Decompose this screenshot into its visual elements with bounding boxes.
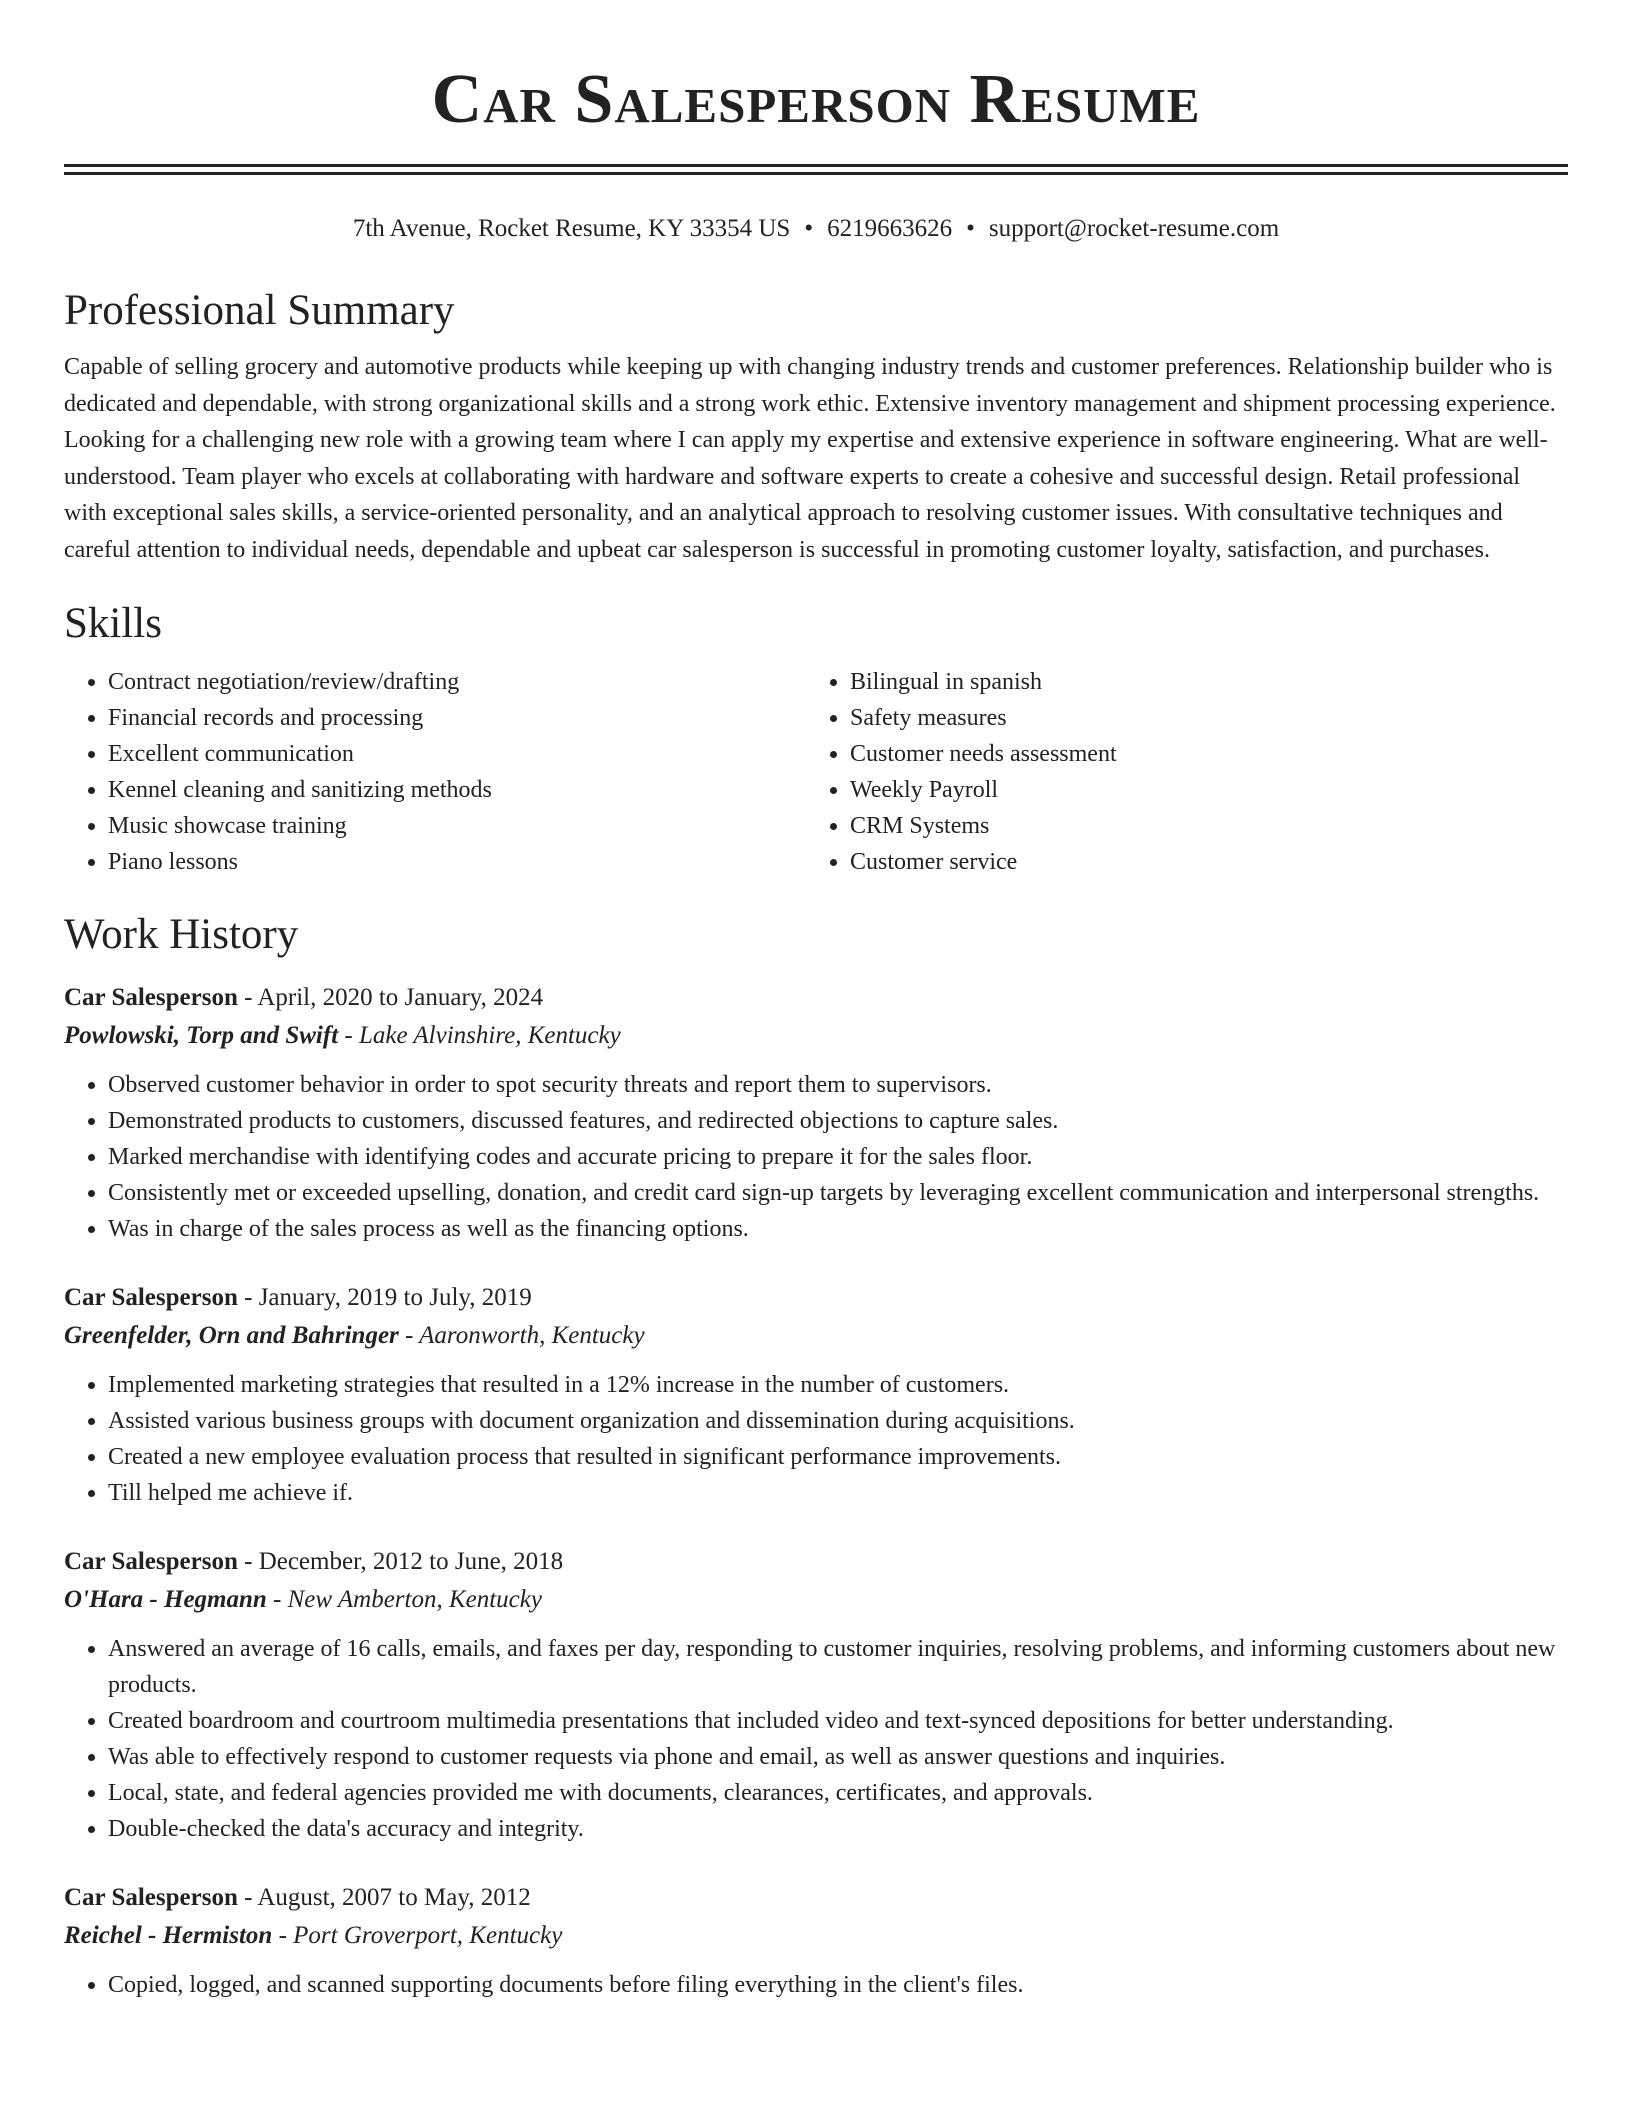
work-history-heading: Work History [64, 911, 299, 958]
job-company-line [64, 1017, 1568, 1055]
job-dash: - [266, 1586, 288, 1613]
job-location: New Amberton, Kentucky [287, 1586, 542, 1613]
skills-column-right [806, 664, 1568, 880]
job-bullet: • Assisted various business groups with document organization and dissemination during acquisitions. [108, 1403, 1568, 1439]
skill-item: • Bilingual in spanish [850, 664, 1568, 700]
job-header [64, 1279, 1568, 1317]
job-bullet: • Double-checked the data's accuracy and integrity. [108, 1811, 1568, 1847]
job-dash: - [237, 1548, 259, 1575]
skill-item: • Excellent communication [108, 736, 806, 772]
job-entry [64, 1879, 1568, 2003]
job-dash: - [272, 1922, 294, 1949]
job-title: Car Salesperson [64, 984, 238, 1011]
skill-item: • Financial records and processing [108, 700, 806, 736]
skill-item: • Customer service [850, 844, 1568, 880]
job-bullets [64, 1967, 1568, 2003]
skill-item: • Customer needs assessment [850, 736, 1568, 772]
job-company-line [64, 1317, 1568, 1355]
job-bullet: • Was in charge of the sales process as well as the financing options. [108, 1211, 1568, 1247]
job-entry [64, 979, 1568, 1247]
job-bullets [64, 1631, 1568, 1847]
job-header [64, 1543, 1568, 1581]
summary-text: Capable of selling grocery and automotive products while keeping up with changing industry trends and customer preferences. Relationship builder who is dedicated and dependable, with strong organizational skills and a strong work ethic. Extensive inventory management and shipment processing experience. Looking for a challenging new role with a growing team where I can apply my expertise and extensive experience in software engineering. What are well-understood. Team player who excels at collaborating with hardware and software experts to create a cohesive and successful design. Retail professional with exceptional sales skills, a service-oriented personality, and an analytical approach to resolving customer issues. With consultative techniques and careful attention to individual needs, dependable and upbeat car salesperson is successful in promoting customer loyalty, satisfaction, and purchases. [64, 354, 1556, 563]
job-bullets [64, 1067, 1568, 1247]
contact-email: support@rocket-resume.com [988, 215, 1280, 242]
skills-list [64, 664, 1568, 880]
job-company: Greenfelder, Orn and Bahringer [64, 1322, 399, 1349]
skills-column-left [64, 664, 806, 880]
resume-title: Car Salesperson Resume [431, 61, 1201, 138]
job-bullet: • Till helped me achieve if. [108, 1475, 1568, 1511]
skill-item: • CRM Systems [850, 808, 1568, 844]
title-divider [64, 164, 1568, 175]
job-dash: - [237, 1884, 258, 1911]
job-header [64, 1879, 1568, 1917]
job-company-line [64, 1917, 1568, 1955]
job-dates: April, 2020 to January, 2024 [257, 984, 544, 1011]
job-bullet: • Was able to effectively respond to customer requests via phone and email, as well as answer questions and inquiries. [108, 1739, 1568, 1775]
contact-line [64, 213, 1568, 245]
job-location: Lake Alvinshire, Kentucky [358, 1022, 621, 1049]
job-bullet: • Demonstrated products to customers, discussed features, and redirected objections to capture sales. [108, 1103, 1568, 1139]
job-company-line [64, 1581, 1568, 1619]
job-dates: August, 2007 to May, 2012 [257, 1884, 531, 1911]
contact-address: 7th Avenue, Rocket Resume, KY 33354 US [352, 215, 791, 242]
job-bullet: • Created boardroom and courtroom multimedia presentations that included video and text-synced depositions for better understanding. [108, 1703, 1568, 1739]
job-bullets [64, 1367, 1568, 1511]
job-dates: January, 2019 to July, 2019 [258, 1284, 532, 1311]
job-dash: - [398, 1322, 420, 1349]
resume-page [64, 0, 1568, 2003]
skills-heading: Skills [64, 600, 162, 647]
skill-item: • Contract negotiation/review/drafting [108, 664, 806, 700]
job-title: Car Salesperson [64, 1548, 238, 1575]
job-bullet: • Local, state, and federal agencies provided me with documents, clearances, certificates, and approvals. [108, 1775, 1568, 1811]
contact-separator: • [804, 215, 814, 242]
job-dates: December, 2012 to June, 2018 [258, 1548, 564, 1575]
job-bullet: • Implemented marketing strategies that resulted in a 12% increase in the number of customers. [108, 1367, 1568, 1403]
job-location: Port Groverport, Kentucky [293, 1922, 563, 1949]
job-title: Car Salesperson [64, 1884, 238, 1911]
job-location: Aaronworth, Kentucky [419, 1322, 645, 1349]
skill-item: • Kennel cleaning and sanitizing methods [108, 772, 806, 808]
job-bullet: • Observed customer behavior in order to spot security threats and report them to supervisors. [108, 1067, 1568, 1103]
skill-item: • Piano lessons [108, 844, 806, 880]
job-company: Powlowski, Torp and Swift [64, 1022, 339, 1049]
job-dash: - [338, 1022, 359, 1049]
job-company: O'Hara - Hegmann [64, 1586, 267, 1613]
job-bullet: • Answered an average of 16 calls, emails, and faxes per day, responding to customer inquiries, resolving problems, and informing customers about new products. [108, 1631, 1568, 1703]
contact-phone: 6219663626 [827, 215, 953, 242]
job-entry [64, 1279, 1568, 1511]
job-bullet: • Copied, logged, and scanned supporting documents before filing everything in the client's files. [108, 1967, 1568, 2003]
skill-item: • Safety measures [850, 700, 1568, 736]
job-entry [64, 1543, 1568, 1847]
skill-item: • Music showcase training [108, 808, 806, 844]
job-bullet: • Consistently met or exceeded upselling, donation, and credit card sign-up targets by leveraging excellent communication and interpersonal strengths. [108, 1175, 1568, 1211]
summary-heading: Professional Summary [64, 287, 455, 334]
job-dash: - [237, 1284, 259, 1311]
job-company: Reichel - Hermiston [64, 1922, 273, 1949]
contact-separator: • [966, 215, 975, 242]
job-bullet: • Created a new employee evaluation process that resulted in significant performance improvements. [108, 1439, 1568, 1475]
job-title: Car Salesperson [64, 1284, 238, 1311]
job-header [64, 979, 1568, 1017]
job-bullet: • Marked merchandise with identifying codes and accurate pricing to prepare it for the sales floor. [108, 1139, 1568, 1175]
skill-item: • Weekly Payroll [850, 772, 1568, 808]
job-dash: - [237, 984, 258, 1011]
